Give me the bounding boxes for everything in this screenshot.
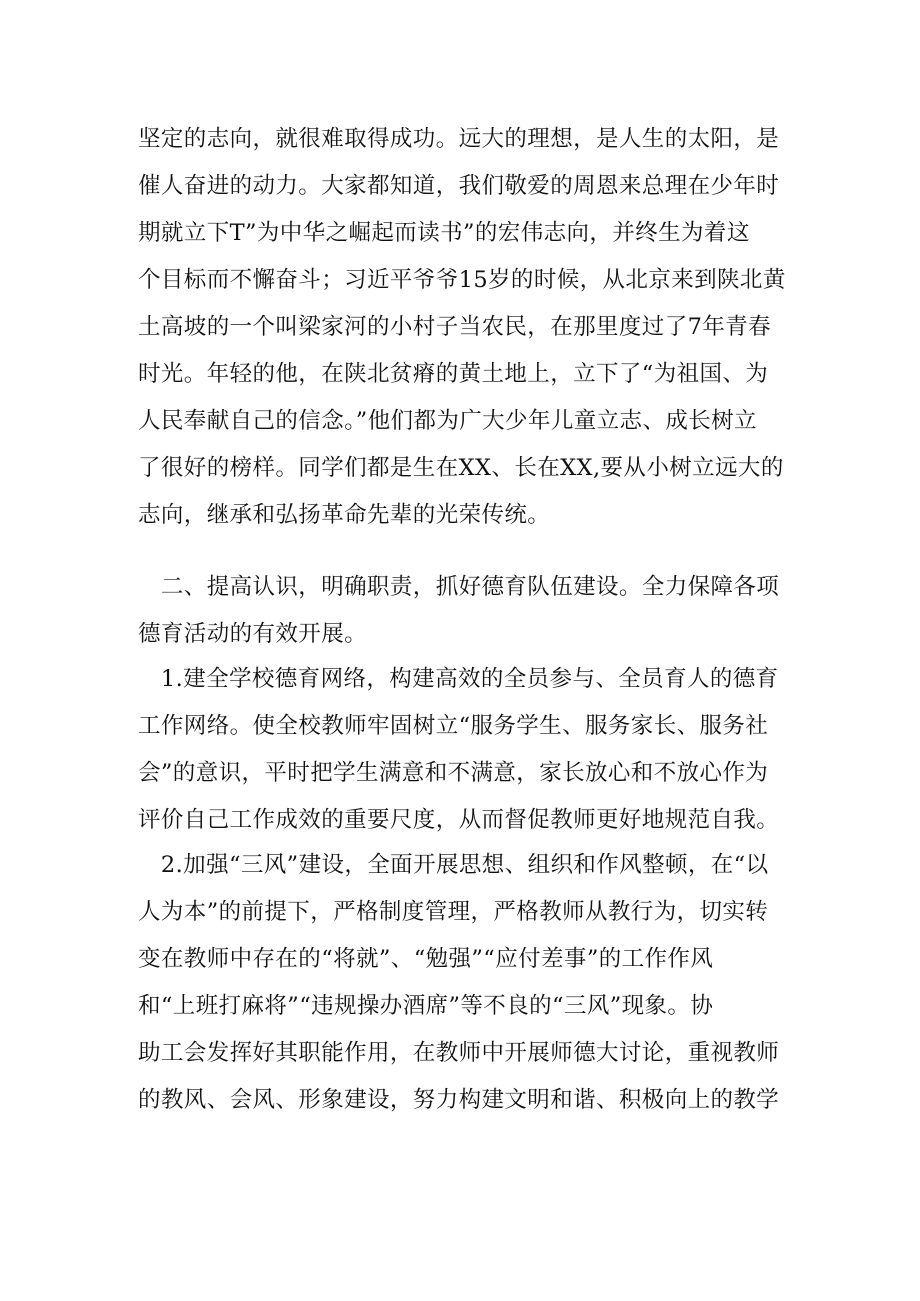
text-line: 催人奋进的动力。大家都知道，我们敬爱的周恩来总理在少年时 [138, 173, 780, 199]
text-line: 变在教师中存在的“将就”、“勉强”“应付差事”的工作作风 [138, 946, 714, 972]
text-line: 时光。年轻的他，在陕北贫瘠的黄土地上，立下了“为祖国、为 [138, 361, 769, 387]
text-line: 二、提高认识，明确职责，抓好德育队伍建设。全力保障各项 [138, 574, 780, 600]
paragraph-item-2 [138, 842, 790, 1124]
paragraph-item-1 [138, 656, 790, 844]
text-line: 1.建全学校德育网络，构建高效的全员参与、全员育人的德育 [138, 666, 779, 692]
section-heading-two [138, 564, 790, 658]
text-line: 坚定的志向，就很难取得成功。远大的理想，是人生的太阳，是 [138, 126, 780, 152]
text-line: 工作网络。使全校教师牢固树立“服务学生、服务家长、服务社 [138, 713, 769, 739]
text-line: 期就立下T”为中华之崛起而读书”的宏伟志向，并终生为着这 [138, 220, 750, 246]
text-line: 志向，继承和弘扬革命先辈的光荣传统。 [138, 502, 551, 528]
text-line: 评价自己工作成效的重要尺度，从而督促教师更好地规范自我。 [138, 807, 780, 833]
text-line: 助工会发挥好其职能作用，在教师中开展师德大讨论，重视教师 [138, 1040, 780, 1066]
paragraph-ideals [138, 116, 790, 539]
text-line: 人为本”的前提下，严格制度管理，严格教师从教行为，切实转 [138, 899, 769, 925]
text-line: 和“上班打麻将”“违规操办酒席”等不良的“三风”现象。协 [138, 993, 714, 1019]
text-line: 会”的意识，平时把学生满意和不满意，家长放心和不放心作为 [138, 760, 769, 786]
text-line: 德育活动的有效开展。 [138, 621, 368, 647]
text-line: 的教风、会风、形象建设，努力构建文明和谐、积极向上的教学 [138, 1087, 780, 1113]
text-line: 了很好的榜样。同学们都是生在XX、长在XX,要从小树立远大的 [138, 455, 784, 481]
text-line: 人民奉献自己的信念。”他们都为广大少年儿童立志、成长树立 [138, 408, 757, 434]
text-line: 个目标而不懈奋斗；习近平爷爷15岁的时候，从北京来到陕北黄 [138, 267, 786, 293]
text-line: 土高坡的一个叫梁家河的小村子当农民，在那里度过了7年青春 [138, 314, 772, 340]
text-line: 2.加强“三风”建设，全面开展思想、组织和作风整顿，在“以 [138, 852, 769, 878]
